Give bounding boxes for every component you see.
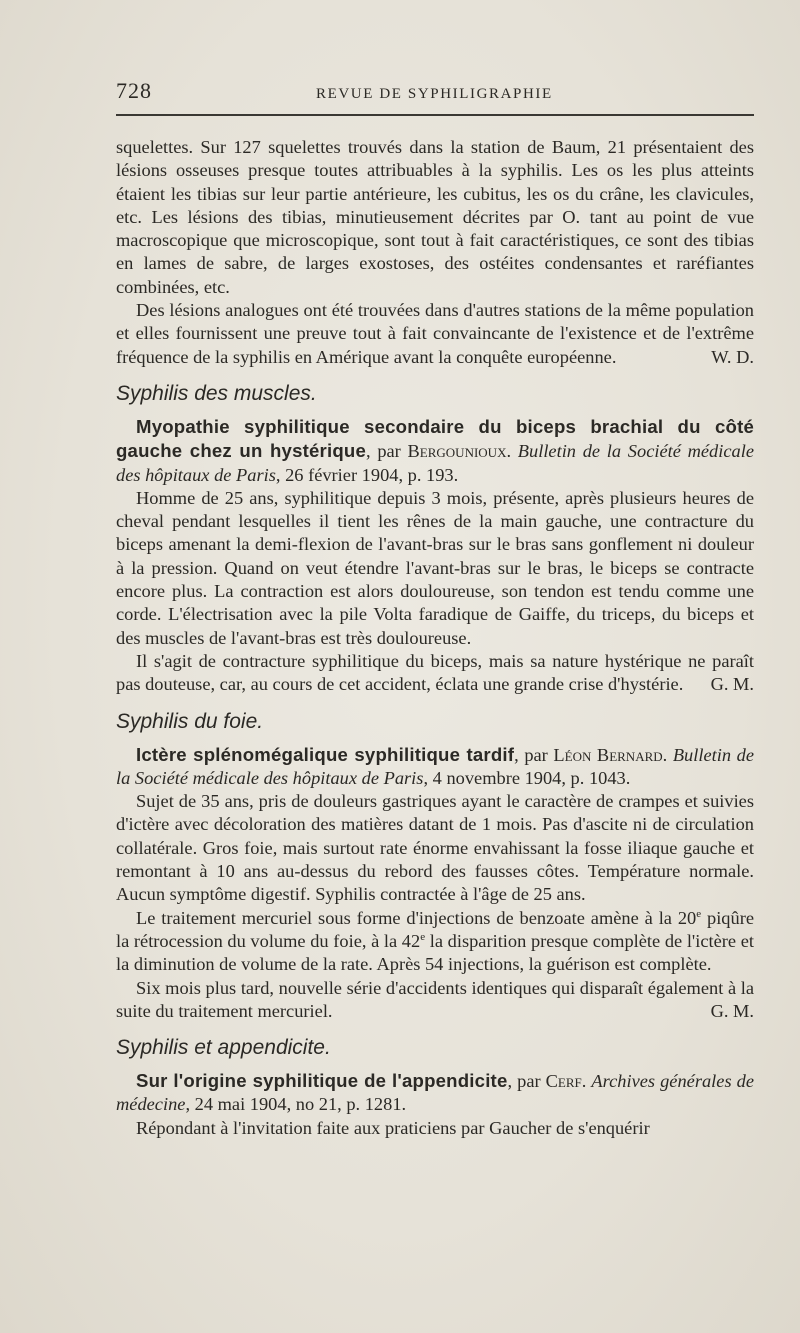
article-title: Ictère splénomégalique syphilitique tardif <box>136 743 515 765</box>
paragraph-text: Des lésions analogues ont été trouvées dans d'autres stations de la même population et elles fournissent une preuve tout à fait convaincante de l'existence et de l'extrême fréquence de la syphilis en Amérique avant la conquête européenne. <box>116 300 754 367</box>
citation-text: , par <box>514 744 554 765</box>
superscript: e <box>696 907 702 920</box>
article-title: Sur l'origine syphilitique de l'appendicite <box>136 1070 508 1092</box>
paragraph <box>116 650 754 697</box>
article-author: Cerf <box>545 1071 582 1092</box>
journal-name: Archives générales de médecine <box>116 1071 754 1115</box>
citation-text: , par <box>366 441 408 462</box>
paragraph: Sujet de 35 ans, pris de douleurs gastriques ayant le caractère de crampes et suivies d'ictère avec décoloration des matières datant de 1 mois. Pas d'ascite ni de circulation collatérale. Gros foie, mais surtout rate énorme envahissant la fosse iliaque gauche et remontant à 10 ans au-dessus du rebord des fausses côtes. Température normale. Aucun symptôme digestif. Syphilis contractée à l'âge de 25 ans. <box>116 791 754 905</box>
signature: W. D. <box>711 346 754 367</box>
article-author: Bergounioux <box>407 441 507 462</box>
article-author: Léon Bernard <box>553 744 663 765</box>
citation-text: . <box>506 441 518 462</box>
citation-text: , par <box>507 1071 546 1092</box>
citation-reference: , 26 février 1904, p. 193. <box>275 464 459 485</box>
paragraph <box>116 299 754 369</box>
paragraph <box>116 977 754 1024</box>
citation-text: . <box>581 1071 592 1092</box>
article-citation <box>116 1069 754 1117</box>
page-number: 728 <box>116 78 152 103</box>
paragraph-text: Six mois plus tard, nouvelle série d'accidents identiques qui disparaît également à la suite du traitement mercuriel. <box>116 977 754 1021</box>
section-heading: Syphilis des muscles. <box>116 381 317 405</box>
citation-text: . <box>662 744 673 765</box>
signature: G. M. <box>710 674 754 695</box>
page-header <box>116 78 754 106</box>
citation-reference: , 24 mai 1904, no 21, p. 1281. <box>185 1094 407 1115</box>
section-heading: Syphilis du foie. <box>116 709 264 733</box>
paragraph: Répondant à l'invitation faite aux praticiens par Gaucher de s'enquérir <box>136 1117 650 1138</box>
paragraph-text: Il s'agit de contracture syphilitique du biceps, mais sa nature hystérique ne paraît pas douteuse, car, au cours de cet accident, éclata une grande crise d'hystérie. <box>116 650 754 695</box>
superscript: e <box>420 930 426 943</box>
header-rule <box>116 114 754 116</box>
signature: G. M. <box>710 1000 754 1021</box>
paragraph: Homme de 25 ans, syphilitique depuis 3 mois, présente, après plusieurs heures de cheval pendant lesquelles il tient les rênes de la main gauche, une contracture du biceps amenant la demi-flexion de l'avant-bras sur le bras sans gonflement ni douleur à la pression. Quand on veut étendre l'avant-bras sur le bras, le biceps se contracte encore plus. La contraction est alors douloureuse, son tendon est tendu comme une corde. L'électrisation avec la pile Volta faradique de Gaiffe, du triceps, du biceps et des muscles de l'avant-bras est très douloureuse. <box>116 487 754 648</box>
paragraph-text: la disparition presque complète de l'ictère et la diminution de volume de la rate. Après 54 injections, la guérison est complète. <box>116 930 754 975</box>
article-citation <box>116 415 754 487</box>
article-title: Myopathie syphilitique secondaire du biceps brachial du côté gauche chez un hystérique <box>116 415 754 462</box>
article-body <box>116 136 754 1140</box>
paragraph-text: piqûre la rétrocession du volume du foie, à la 42 <box>116 907 754 951</box>
journal-name: Bulletin de la Société médicale des hôpitaux de Paris <box>116 441 754 485</box>
paragraph <box>116 907 754 977</box>
running-title: REVUE DE SYPHILIGRAPHIE <box>316 86 553 102</box>
article-citation <box>116 743 754 791</box>
paragraph: squelettes. Sur 127 squelettes trouvés dans la station de Baum, 21 présentaient des lésions osseuses presque toutes attribuables à la syphilis. Les os les plus atteints étaient les tibias sur leur partie antérieure, les cubitus, les os du crâne, les clavicules, etc. Les lésions des tibias, minutieusement décrites par O. tant au point de vue macroscopique que microscopique, sont tout à fait caractéristiques, ce sont des tibias en lames de sabre, de larges exostoses, des ostéites condensantes et raréfiantes combinées, etc. <box>116 137 754 297</box>
paragraph-text: Le traitement mercuriel sous forme d'injections de benzoate amène à la 20 <box>136 907 697 928</box>
section-heading: Syphilis et appendicite. <box>116 1036 331 1060</box>
journal-name: Bulletin de la Société médicale des hôpitaux de Paris <box>116 744 754 788</box>
citation-reference: , 4 novembre 1904, p. 1043. <box>423 767 631 788</box>
